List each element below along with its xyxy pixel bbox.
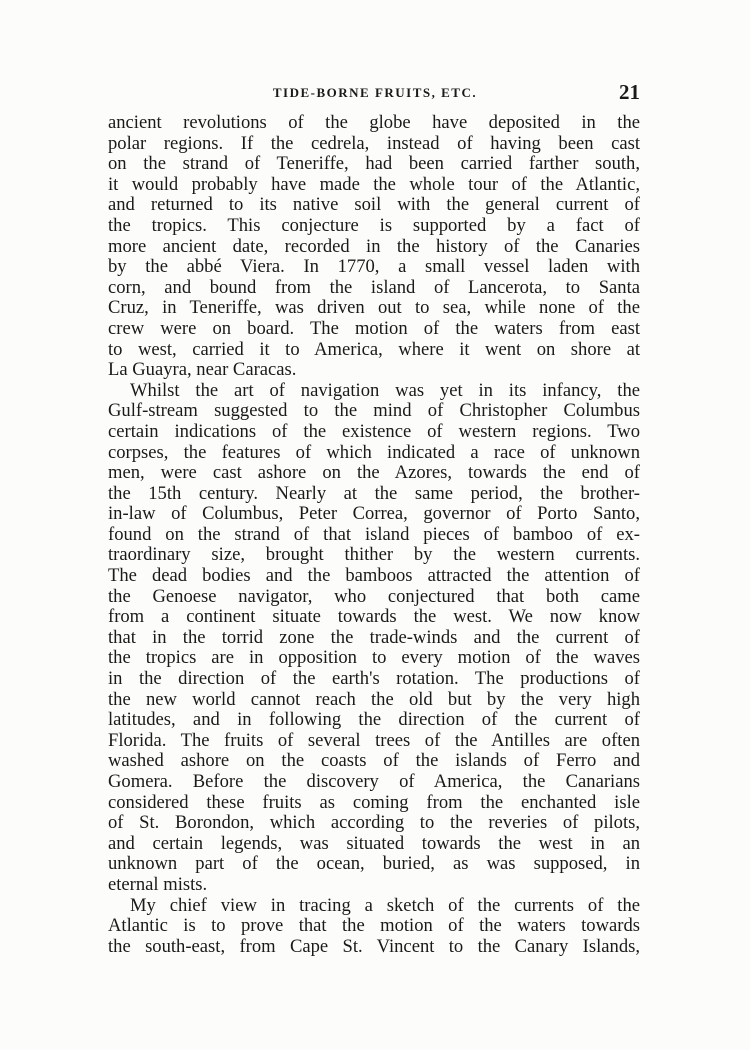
paragraph [108, 113, 640, 381]
text-line: The dead bodies and the bamboos attracted the attention of [108, 565, 640, 587]
text-line: in the direction of the earth's rotation. The productions of [108, 668, 640, 690]
paragraph [108, 896, 640, 958]
running-title: TIDE-BORNE FRUITS, ETC. [272, 85, 478, 100]
text-line: it would probably have made the whole tour of the Atlantic, [108, 173, 640, 195]
text-line: Whilst the art of navigation was yet in its infancy, the [130, 379, 640, 401]
text-line: more ancient date, recorded in the history of the Canaries [108, 235, 640, 257]
text-line: latitudes, and in following the direction of the current of [108, 709, 640, 731]
text-line: La Guayra, near Caracas. [108, 359, 297, 381]
text-line: traordinary size, brought thither by the western currents. [108, 544, 640, 566]
text-line: unknown part of the ocean, buried, as was supposed, in [108, 853, 640, 875]
paragraph [108, 381, 640, 896]
text-line: corn, and bound from the island of Lancerota, to Santa [108, 276, 640, 298]
text-line: men, were cast ashore on the Azores, towards the end of [108, 462, 640, 484]
text-line: on the strand of Teneriffe, had been carried farther south, [108, 153, 640, 175]
text-line: the Genoese navigator, who conjectured that both came [108, 585, 640, 607]
text-line: polar regions. If the cedrela, instead of having been cast [108, 132, 640, 154]
text-line: Cruz, in Teneriffe, was driven out to sea, while none of the [108, 297, 640, 319]
text-line: crew were on board. The motion of the waters from east [108, 317, 640, 339]
text-line: and certain legends, was situated towards the west in an [108, 832, 640, 854]
text-line: and returned to its native soil with the general current of [108, 194, 640, 216]
text-line: found on the strand of that island pieces of bamboo of ex- [108, 523, 640, 545]
text-line: the 15th century. Nearly at the same period, the brother- [108, 482, 640, 504]
text-line: Atlantic is to prove that the motion of the waters towards [108, 915, 640, 937]
text-line: in-law of Columbus, Peter Correa, governor of Porto Santo, [108, 503, 640, 525]
text-line: that in the torrid zone the trade-winds and the current of [108, 626, 640, 648]
text-line: the tropics. This conjecture is supported by a fact of [108, 214, 640, 236]
text-line: by the abbé Viera. In 1770, a small vessel laden with [108, 256, 640, 278]
text-line: certain indications of the existence of western regions. Two [108, 420, 640, 442]
text-line: the new world cannot reach the old but by the very high [108, 688, 640, 710]
text-line: to west, carried it to America, where it went on shore at [108, 338, 640, 360]
text-line: the south-east, from Cape St. Vincent to the Canary Islands, [108, 935, 640, 957]
text-line: corpses, the features of which indicated a race of unknown [108, 441, 640, 463]
text-line: considered these fruits as coming from the enchanted isle [108, 791, 640, 813]
text-line: Florida. The fruits of several trees of the Antilles are often [108, 729, 640, 751]
page-number: 21 [619, 80, 640, 104]
text-line: Gomera. Before the discovery of America, the Canarians [108, 771, 640, 792]
text-line: My chief view in tracing a sketch of the currents of the [130, 894, 640, 916]
text-line: eternal mists. [108, 873, 208, 895]
text-line: from a continent situate towards the west. We now know [108, 606, 640, 628]
body-text [108, 113, 640, 957]
text-line: the tropics are in opposition to every motion of the waves [108, 647, 640, 669]
text-line: Gulf-stream suggested to the mind of Christopher Columbus [108, 400, 640, 422]
text-line: of St. Borondon, which according to the reveries of pilots, [108, 812, 640, 834]
running-head [110, 80, 640, 110]
text-line: ancient revolutions of the globe have deposited in the [108, 112, 640, 133]
text-line: washed ashore on the coasts of the islands of Ferro and [108, 750, 640, 772]
